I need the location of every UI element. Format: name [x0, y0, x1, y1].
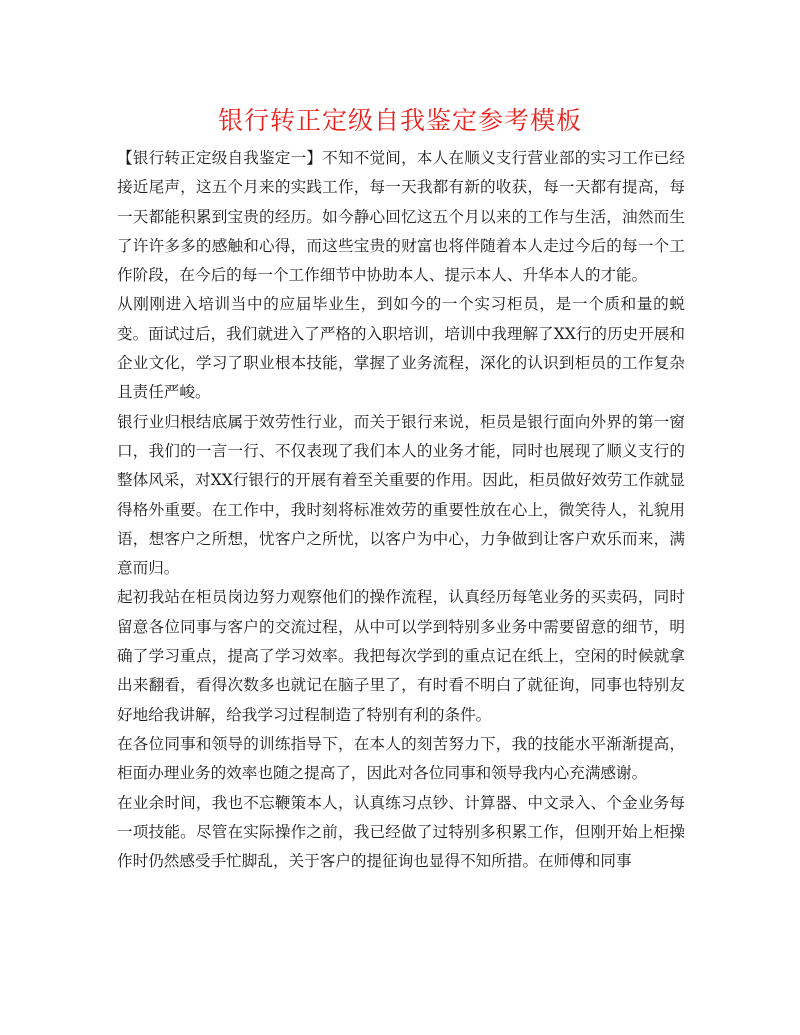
paragraph: 在各位同事和领导的训练指导下，在本人的刻苦努力下，我的技能水平渐渐提高，柜面办理业务的效率也随之提高了，因此对各位同事和领导我内心充满感谢。 [117, 734, 685, 783]
paragraph: 【银行转正定级自我鉴定一】不知不觉间，本人在顺义支行营业部的实习工作已经接近尾声，这五个月来的实践工作，每一天我都有新的收获，每一天都有提高，每一天都能积累到宝贵的经历。如今静心回忆这五个月以来的工作与生活，油然而生了许许多多的感触和心得，而这些宝贵的财富也将伴随着本人走过今后的每一个工作阶段，在今后的每一个工作细节中协助本人、提示本人、升华本人的才能。 [117, 149, 685, 285]
paragraph: 银行业归根结底属于效劳性行业，而关于银行来说，柜员是银行面向外界的第一窗口，我们的一言一行、不仅表现了我们本人的业务才能，同时也展现了顺义支行的整体风采，对XX行银行的开展有着至关重要的作用。因此，柜员做好效劳工作就显得格外重要。在工作中，我时刻将标准效劳的重要性放在心上，微笑待人，礼貌用语，想客户之所想，忧客户之所忧，以客户为中心，力争做到让客户欢乐而来，满意而归。 [117, 412, 685, 578]
paragraph: 在业余时间，我也不忘鞭策本人，认真练习点钞、计算器、中文录入、个金业务每一项技能。尽管在实际操作之前，我已经做了过特别多积累工作，但刚开始上柜操作时仍然感受手忙脚乱，关于客户的提征询也显得不知所措。在师傅和同事 [117, 793, 685, 871]
paragraph: 起初我站在柜员岗边努力观察他们的操作流程，认真经历每笔业务的买卖码，同时留意各位同事与客户的交流过程，从中可以学到特别多业务中需要留意的细节，明确了学习重点，提高了学习效率。我把每次学到的重点记在纸上，空闲的时候就拿出来翻看，看得次数多也就记在脑子里了，有时看不明白了就征询，同事也特别友好地给我讲解，给我学习过程制造了特别有利的条件。 [117, 588, 685, 724]
document-body [117, 144, 685, 876]
document-title: 银行转正定级自我鉴定参考模板 [217, 106, 582, 135]
paragraph: 从刚刚进入培训当中的应届毕业生，到如今的一个实习柜员，是一个质和量的蜕变。面试过后，我们就进入了严格的入职培训，培训中我理解了XX行的历史开展和企业文化，学习了职业根本技能，掌握了业务流程，深化的认识到柜员的工作复杂且责任严峻。 [117, 295, 685, 402]
